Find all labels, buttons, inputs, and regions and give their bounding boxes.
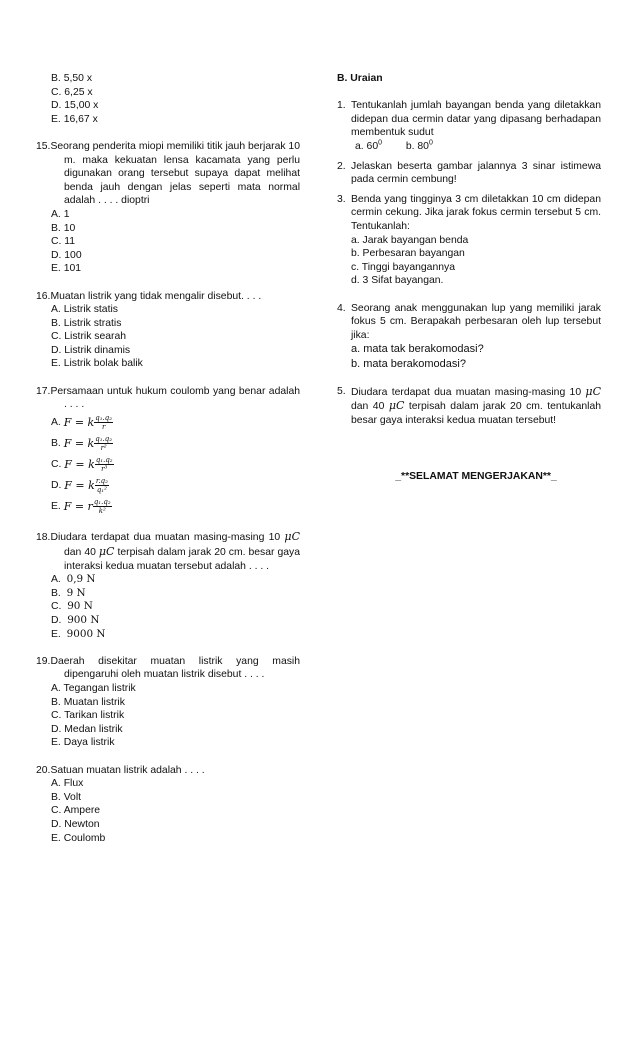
option: B. Muatan listrik — [51, 696, 125, 708]
option — [36, 600, 300, 614]
formula-option-c — [36, 454, 300, 475]
sub-option: b. 80 — [405, 140, 429, 152]
option: B. Volt — [51, 791, 82, 803]
text: terpisah dalam jarak 20 cm. besar gaya interaksi kedua muatan tersebut adalah . . . . — [64, 547, 300, 572]
text: dan 40 — [351, 401, 389, 413]
formula-option-b — [36, 433, 300, 454]
formula-option-a — [36, 412, 300, 433]
sub-item: a. Jarak bayangan benda — [351, 234, 469, 246]
option — [36, 587, 300, 601]
superscript: 0 — [428, 139, 433, 147]
sub-item: a. mata tak berakomodasi? — [351, 343, 484, 356]
essay-question-2 — [337, 160, 601, 187]
numerator: q₁.q₂ — [95, 455, 113, 464]
numerator: q₁.q₂ — [93, 497, 111, 506]
option: C. 11 — [51, 236, 76, 248]
question-text — [351, 385, 601, 428]
option: B. 5,50 x — [51, 73, 93, 84]
question-15: 15.Seorang penderita miopi memiliki titik jauh berjarak 10 m. maka kekuatan lensa kacamata yang perlu digunakan orang tersebut supaya dapat melihat benda jauh dengan jelas seperti mata normal adalah . . . . dioptri — [36, 140, 300, 207]
option-value: 900 N — [67, 614, 100, 626]
option-label: C. — [51, 601, 62, 613]
sub-item: b. Perbesaran bayangan — [351, 248, 465, 260]
option: D. 15,00 x — [51, 100, 99, 112]
option-label: C. — [51, 458, 62, 470]
text: dan 40 — [64, 547, 99, 559]
question-number: 3. — [337, 193, 346, 205]
option: A. Listrik statis — [51, 304, 118, 316]
question-text: Seorang anak menggunakan lup yang memiliki jarak fokus 5 cm. Berapakah perbesaran oleh lup tersebut jika: — [351, 302, 601, 341]
denominator: r³ — [101, 464, 108, 473]
superscript: 0 — [378, 139, 383, 147]
option-value: 0,9 N — [66, 573, 96, 586]
option: D. Medan listrik — [51, 723, 123, 735]
option: A. 1 — [51, 208, 70, 220]
question-text: Benda yang tingginya 3 cm diletakkan 10 cm didepan cermin cekung. Jika jarak fokus cermin tersebut 5 cm. Tentukanlah: — [351, 193, 601, 232]
option: D. Listrik dinamis — [51, 344, 131, 356]
text: Diudara terdapat dua muatan masing-masing 10 — [351, 386, 586, 398]
question-17: 17.Persamaan untuk hukum coulomb yang benar adalah . . . . — [36, 385, 300, 411]
option: C. Listrik searah — [51, 331, 127, 343]
question-number: 5. — [337, 385, 346, 397]
essay-question-4 — [337, 302, 601, 372]
denominator: k² — [98, 506, 106, 515]
option: E. Coulomb — [51, 832, 106, 844]
fraction — [95, 477, 109, 494]
option: E. 16,67 x — [51, 113, 98, 125]
option-label: A. — [51, 416, 61, 428]
closing-message: _**SELAMAT MENGERJAKAN**_ — [395, 470, 557, 482]
option-label: D. — [51, 615, 62, 626]
denominator: r — [101, 422, 106, 431]
sub-item: d. 3 Sifat bayangan. — [351, 275, 444, 287]
option — [36, 573, 300, 587]
unit: μC — [98, 545, 115, 559]
question-number: 4. — [337, 302, 346, 314]
fraction — [94, 414, 113, 431]
option-label: B. — [51, 587, 61, 599]
formula-option-e — [36, 496, 300, 517]
formula-lhs: F = k — [64, 478, 95, 492]
formula-option-d — [36, 475, 300, 496]
option: A. Flux — [51, 778, 84, 790]
option: D. Newton — [51, 818, 100, 830]
option-label: A. — [51, 574, 61, 586]
question-text: Jelaskan beserta gambar jalannya 3 sinar istimewa pada cermin cembung! — [351, 160, 601, 186]
formula-lhs: F = k — [63, 415, 95, 429]
numerator: q₁.q₂ — [95, 413, 113, 422]
section-heading: B. Uraian — [337, 73, 383, 84]
numerator: q₁.q₂ — [95, 434, 113, 443]
formula-lhs: F = r — [63, 499, 93, 513]
option — [36, 614, 300, 628]
question-18 — [36, 530, 300, 573]
unit: μC — [284, 530, 300, 544]
unit: μC — [388, 399, 405, 413]
question-number: 2. — [337, 160, 346, 172]
option: E. 101 — [51, 263, 82, 275]
option-label: E. — [51, 500, 61, 512]
fraction — [95, 456, 114, 473]
right-column — [337, 72, 601, 483]
option: E. Listrik bolak balik — [51, 358, 143, 370]
option — [36, 628, 300, 642]
essay-question-3 — [337, 193, 601, 288]
sub-item: c. Tinggi bayangannya — [351, 261, 455, 273]
option: A. Tegangan listrik — [51, 682, 136, 694]
text: terpisah dalam jarak 20 cm. tentukanlah besar gaya interaksi kedua muatan tersebut! — [351, 401, 601, 427]
option: B. Listrik stratis — [51, 317, 122, 329]
text: 18.Diudara terdapat dua muatan masing-masing 10 — [36, 532, 285, 544]
denominator: r² — [100, 443, 107, 452]
option: D. 100 — [51, 249, 82, 261]
question-text: Tentukanlah jumlah bayangan benda yang diletakkan didepan dua cermin datar yang dipasang berhadapan membentuk sudut — [351, 100, 601, 139]
fraction — [93, 498, 112, 515]
question-number: 1. — [337, 100, 346, 112]
option: C. 6,25 x — [51, 86, 93, 98]
essay-question-1 — [337, 99, 601, 153]
q14-options — [36, 72, 300, 126]
option: C. Tarikan listrik — [51, 710, 125, 722]
sub-option: a. 60 — [355, 140, 379, 152]
option-label: B. — [51, 437, 61, 449]
question-16: 16.Muatan listrik yang tidak mengalir disebut. . . . — [36, 290, 262, 302]
numerator: r.q₂ — [95, 476, 108, 485]
fraction — [94, 435, 113, 452]
unit: μC — [585, 384, 601, 398]
left-column — [36, 72, 300, 845]
option-label: D. — [51, 479, 62, 491]
question-20: 20.Satuan muatan listrik adalah . . . . — [36, 764, 205, 776]
option-value: 9 N — [66, 586, 86, 599]
sub-item: b. mata berakomodasi? — [351, 357, 466, 370]
angle-options — [351, 140, 601, 154]
question-19: 19.Daerah disekitar muatan listrik yang masih dipengaruhi oleh muatan listrik disebut . . . . — [36, 655, 300, 681]
essay-question-5 — [337, 385, 601, 428]
option: B. 10 — [51, 222, 76, 234]
denominator: q₁² — [96, 485, 107, 494]
option-value: 90 N — [67, 600, 93, 613]
option: C. Ampere — [51, 805, 101, 817]
formula-lhs: F = k — [63, 436, 95, 450]
option: E. Daya listrik — [51, 737, 115, 749]
formula-lhs: F = k — [64, 457, 95, 471]
option-label: E. — [51, 628, 61, 640]
option-value: 9000 N — [66, 627, 106, 640]
